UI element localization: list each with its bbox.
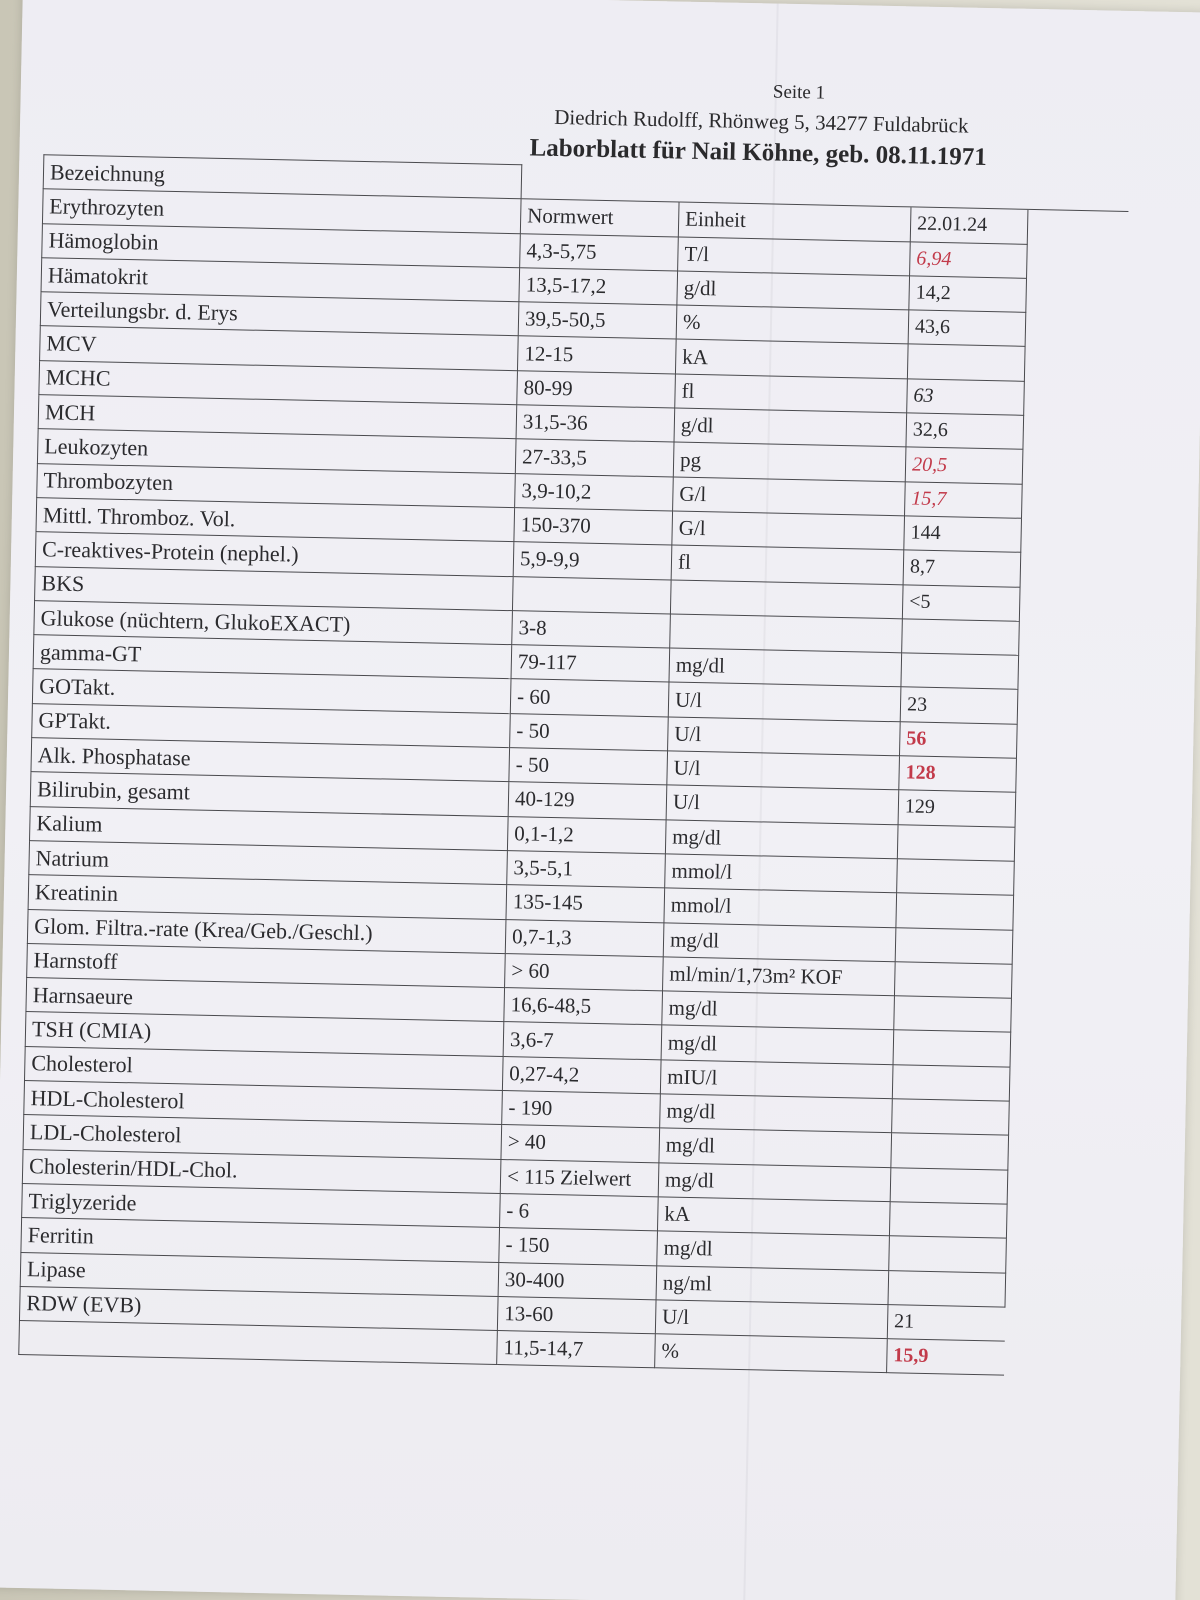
- row-name: HDL-Cholesterol: [24, 1081, 503, 1125]
- row-unit: fl: [671, 545, 904, 584]
- empty-cell: [1021, 484, 1122, 520]
- row-norm: 150-370: [514, 508, 673, 546]
- row-name: MCH: [38, 395, 517, 439]
- row-name: Kreatinin: [28, 875, 507, 919]
- row-unit: kA: [657, 1197, 890, 1236]
- row-unit: G/l: [672, 511, 905, 550]
- row-norm: 31,5-36: [516, 405, 675, 443]
- row-name: Natrium: [29, 841, 508, 885]
- row-norm: 0,27-4,2: [502, 1056, 661, 1094]
- row-value: [889, 1236, 1007, 1273]
- row-name: GOTakt.: [32, 669, 511, 713]
- row-value: <5: [902, 584, 1020, 621]
- row-name: RDW (EVB): [19, 1286, 498, 1330]
- row-norm: 3,5-5,1: [507, 851, 666, 889]
- row-value: [892, 1064, 1010, 1101]
- column-header-norm: Normwert: [520, 199, 679, 237]
- empty-cell: [1008, 1135, 1109, 1171]
- lab-results-table: [18, 154, 1129, 1378]
- page-number: Seite 1: [772, 81, 826, 104]
- empty-cell: [1014, 861, 1115, 897]
- row-name: Lipase: [20, 1252, 499, 1296]
- row-norm: 13,5-17,2: [519, 268, 678, 306]
- row-value: 144: [904, 516, 1022, 553]
- row-name: Glukose (nüchtern, GlukoEXACT): [34, 600, 513, 644]
- row-value: 15,9: [887, 1339, 1005, 1376]
- row-value: [907, 344, 1025, 381]
- row-name: C-reaktives-Protein (nephel.): [35, 532, 514, 576]
- row-name: Hämatokrit: [41, 258, 520, 302]
- row-value: 63: [907, 379, 1025, 416]
- empty-cell: [1027, 210, 1128, 246]
- row-name: MCHC: [39, 360, 518, 404]
- row-norm: 0,7-1,3: [505, 919, 664, 957]
- row-norm: - 6: [500, 1193, 659, 1231]
- empty-cell: [1009, 1101, 1110, 1137]
- row-norm: 3,6-7: [503, 1022, 662, 1060]
- row-value: [897, 824, 1015, 861]
- empty-cell: [1015, 793, 1116, 829]
- row-unit: fl: [675, 374, 908, 413]
- empty-cell: [1026, 278, 1127, 314]
- empty-cell: [1023, 415, 1124, 451]
- row-value: [895, 927, 1013, 964]
- sheet-header: [21, 58, 1200, 171]
- row-name: Ferritin: [21, 1218, 500, 1262]
- row-value: [892, 1099, 1010, 1136]
- row-unit: mmol/l: [664, 888, 897, 927]
- row-norm: 13-60: [497, 1296, 656, 1334]
- row-norm: < 115 Zielwert: [500, 1159, 659, 1197]
- empty-cell: [1004, 1341, 1105, 1377]
- row-norm: > 60: [505, 953, 664, 991]
- empty-cell: [1005, 1273, 1106, 1309]
- row-name: Mittl. Thromboz. Vol.: [36, 498, 515, 542]
- column-header-name: Bezeichnung: [43, 155, 522, 199]
- row-name: MCV: [40, 326, 519, 370]
- row-unit: mg/dl: [663, 922, 896, 961]
- row-norm: 135-145: [506, 885, 665, 923]
- row-unit: pg: [673, 442, 906, 481]
- row-value: 14,2: [909, 276, 1027, 313]
- empty-cell: [679, 168, 912, 207]
- row-unit: mg/dl: [660, 1094, 893, 1133]
- empty-cell: [1020, 553, 1121, 589]
- row-value: [901, 653, 1019, 690]
- row-name: gamma-GT: [33, 635, 512, 679]
- row-norm: 5,9-9,9: [513, 542, 672, 580]
- row-name: Glom. Filtra.-rate (Krea/Geb./Geschl.): [27, 909, 506, 953]
- row-unit: G/l: [673, 477, 906, 516]
- row-name: Thrombozyten: [37, 463, 516, 507]
- row-unit: mg/dl: [662, 991, 895, 1030]
- row-unit: U/l: [667, 751, 900, 790]
- row-name: Alk. Phosphatase: [31, 738, 510, 782]
- row-unit: mg/dl: [659, 1128, 892, 1167]
- row-value: 15,7: [905, 482, 1023, 519]
- row-unit: kA: [675, 339, 908, 378]
- empty-cell: [1014, 827, 1115, 863]
- row-name: Verteilungsbr. d. Erys: [40, 292, 519, 336]
- row-unit: ml/min/1,73m² KOF: [663, 957, 896, 996]
- row-norm: [512, 576, 671, 614]
- row-norm: 3,9-10,2: [515, 473, 674, 511]
- row-norm: - 50: [509, 748, 668, 786]
- row-value: [890, 1167, 1008, 1204]
- row-value: [896, 893, 1014, 930]
- row-name: GPTakt.: [32, 703, 511, 747]
- row-value: 6,94: [910, 241, 1028, 278]
- row-name: Hämoglobin: [42, 223, 521, 267]
- row-value: 56: [899, 722, 1017, 759]
- row-unit: U/l: [666, 785, 899, 824]
- row-unit: U/l: [668, 717, 901, 756]
- row-norm: 30-400: [498, 1262, 657, 1300]
- empty-cell: [1018, 655, 1119, 691]
- row-name: LDL-Cholesterol: [23, 1115, 502, 1159]
- empty-cell: [1021, 518, 1122, 554]
- row-norm: 79-117: [511, 645, 670, 683]
- row-norm: - 50: [510, 713, 669, 751]
- row-name: Kalium: [30, 806, 509, 850]
- row-norm: 80-99: [517, 370, 676, 408]
- row-unit: mg/dl: [661, 1025, 894, 1064]
- row-norm: 0,1-1,2: [507, 816, 666, 854]
- empty-cell: [1022, 450, 1123, 486]
- row-name: Bilirubin, gesamt: [30, 772, 509, 816]
- row-name: Leukozyten: [37, 429, 516, 473]
- column-header-date: 22.01.24: [910, 207, 1028, 244]
- first-row-label: Erythrozyten: [42, 189, 521, 233]
- row-unit: %: [676, 305, 909, 344]
- row-name: Harnsaeure: [26, 978, 505, 1022]
- row-name: Harnstoff: [27, 943, 506, 987]
- empty-cell: [1012, 930, 1113, 966]
- row-value: [893, 1030, 1011, 1067]
- row-norm: 40-129: [508, 782, 667, 820]
- row-value: [897, 859, 1015, 896]
- row-norm: - 150: [499, 1228, 658, 1266]
- row-value: 32,6: [906, 413, 1024, 450]
- practice-address: Diedrich Rudolff, Rhönweg 5, 34277 Fuldabrück: [554, 104, 969, 138]
- row-unit: mg/dl: [658, 1162, 891, 1201]
- empty-cell: [1006, 1204, 1107, 1240]
- empty-cell: [1027, 244, 1128, 280]
- row-value: [889, 1202, 1007, 1239]
- row-value: [891, 1133, 1009, 1170]
- row-norm: 12-15: [517, 336, 676, 374]
- row-unit: U/l: [668, 682, 901, 721]
- row-unit: ng/ml: [656, 1265, 889, 1304]
- row-value: 43,6: [908, 310, 1026, 347]
- empty-cell: [521, 165, 680, 203]
- empty-cell: [1009, 1067, 1110, 1103]
- row-name: Cholesterol: [24, 1046, 503, 1090]
- row-value: [888, 1270, 1006, 1307]
- row-unit: g/dl: [674, 408, 907, 447]
- sheet-title: Laborblatt für Nail Köhne, geb. 08.11.1971: [529, 134, 988, 171]
- row-norm: > 40: [501, 1125, 660, 1163]
- row-norm: - 190: [502, 1091, 661, 1129]
- row-unit: %: [655, 1334, 888, 1373]
- row-name: BKS: [35, 566, 514, 610]
- row-unit: U/l: [655, 1300, 888, 1339]
- column-header-unit: Einheit: [678, 202, 911, 241]
- row-name: TSH (CMIA): [25, 1012, 504, 1056]
- empty-cell: [1004, 1307, 1105, 1343]
- empty-cell: [1028, 175, 1129, 211]
- row-norm: 11,5-14,7: [497, 1331, 656, 1369]
- empty-cell: [1024, 381, 1125, 417]
- empty-cell: [1011, 998, 1112, 1034]
- empty-cell: [1016, 724, 1117, 760]
- row-unit: [670, 580, 903, 619]
- empty-cell: [1025, 313, 1126, 349]
- empty-cell: [1019, 587, 1120, 623]
- row-value: [894, 996, 1012, 1033]
- row-value: 128: [899, 756, 1017, 793]
- row-value: 20,5: [905, 447, 1023, 484]
- empty-cell: [1019, 621, 1120, 657]
- row-value: 129: [898, 790, 1016, 827]
- row-norm: 39,5-50,5: [518, 302, 677, 340]
- row-unit: mg/dl: [657, 1231, 890, 1270]
- row-unit: T/l: [678, 237, 911, 276]
- empty-cell: [1011, 964, 1112, 1000]
- row-norm: 4,3-5,75: [520, 233, 679, 271]
- row-unit: mg/dl: [669, 648, 902, 687]
- row-unit: [670, 614, 903, 653]
- row-name: Triglyzeride: [22, 1183, 501, 1227]
- row-norm: - 60: [510, 679, 669, 717]
- row-norm: 16,6-48,5: [504, 988, 663, 1026]
- row-value: [902, 619, 1020, 656]
- empty-cell: [1017, 690, 1118, 726]
- row-unit: mg/dl: [665, 820, 898, 859]
- empty-cell: [1007, 1170, 1108, 1206]
- empty-cell: [1006, 1238, 1107, 1274]
- empty-cell: [1024, 347, 1125, 383]
- empty-cell: [1010, 1033, 1111, 1069]
- row-unit: g/dl: [677, 271, 910, 310]
- row-unit: mIU/l: [660, 1060, 893, 1099]
- row-value: 23: [900, 687, 1018, 724]
- row-unit: mmol/l: [665, 854, 898, 893]
- row-norm: 27-33,5: [515, 439, 674, 477]
- row-norm: 3-8: [512, 611, 671, 649]
- empty-cell: [1013, 895, 1114, 931]
- empty-cell: [1016, 758, 1117, 794]
- row-value: 8,7: [903, 550, 1021, 587]
- row-value: [894, 962, 1012, 999]
- empty-cell: [911, 173, 1029, 210]
- row-value: 21: [887, 1304, 1005, 1341]
- row-name: Cholesterin/HDL-Chol.: [22, 1149, 501, 1193]
